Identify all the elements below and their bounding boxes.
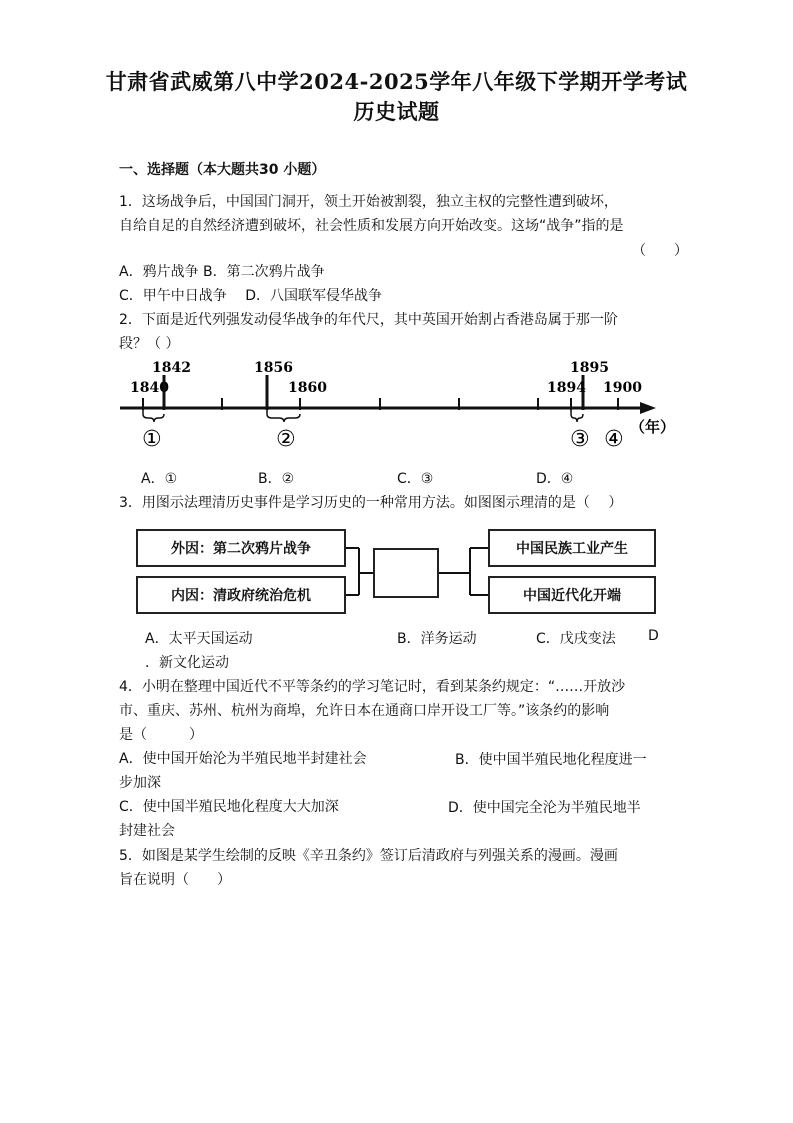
q2-option-d: D．④ [536, 471, 574, 487]
year-1856: 1856 [254, 360, 293, 376]
q3-option-c: C．戊戌变法 [536, 631, 616, 647]
q4-text-line1: 4．小明在整理中国近代不平等条约的学习笔记时，看到某条约规定：“……开放沙 [119, 679, 626, 695]
marker-3: ③ [570, 427, 590, 452]
q4-text-line2: 市、重庆、苏州、杭州为商埠，允许日本在通商口岸开设工厂等。”该条约的影响 [119, 703, 610, 719]
q4-option-d: D．使中国完全沦为半殖民地半 [448, 800, 641, 816]
q1-options-cd: C．甲午中日战争 D．八国联军侵华战争 [119, 288, 383, 304]
q3-text-line1: 3．用图示法理清历史事件是学习历史的一种常用方法。如图图示理清的是（ ） [119, 495, 623, 511]
q4-option-b-cont: 步加深 [119, 775, 161, 791]
q2-option-a: A．① [141, 471, 178, 487]
q5-text-line1: 5．如图是某学生绘制的反映《辛丑条约》签订后清政府与列强关系的漫画。漫画 [119, 848, 618, 864]
exam-title-line2: 历史试题 [353, 99, 440, 124]
q2-option-c: C．③ [397, 471, 434, 487]
q1-text-line1: 1．这场战争后，中国国门洞开，领土开始被割裂，独立主权的完整性遭到破坏， [119, 194, 618, 210]
box-result-industry: 中国民族工业产生 [488, 529, 656, 567]
exam-title-line1: 甘肃省武威第八中学2024-2025学年八年级下学期开学考试 [105, 69, 688, 94]
year-1895: 1895 [570, 360, 609, 376]
q2-option-b: B．② [258, 471, 295, 487]
q4-option-d-cont: 封建社会 [119, 823, 175, 839]
q1-text-line2: 自给自足的自然经济遭到破坏，社会性质和发展方向开始改变。这场“战争”指的是 [119, 218, 624, 234]
q3-option-d-text: ．新文化运动 [145, 655, 229, 671]
q4-text-line3: 是（ ） [119, 727, 203, 743]
q3-option-b: B．洋务运动 [397, 631, 477, 647]
year-1842: 1842 [152, 360, 191, 376]
unit-label: （年） [630, 418, 676, 436]
marker-1: ① [142, 427, 162, 452]
year-1894: 1894 [547, 380, 586, 396]
q2-text-line1: 2．下面是近代列强发动侵华战争的年代尺，其中英国开始割占香港岛属于那一阶 [119, 312, 618, 328]
q4-option-a: A．使中国开始沦为半殖民地半封建社会 [119, 751, 367, 767]
q4-option-c: C．使中国半殖民地化程度大大加深 [119, 799, 339, 815]
box-result-modernization: 中国近代化开端 [488, 576, 656, 614]
marker-4: ④ [604, 427, 624, 452]
q2-text-line2: 段？（ ） [119, 336, 180, 352]
marker-2: ② [276, 427, 296, 452]
box-outer-cause: 外因：第二次鸦片战争 [136, 529, 346, 567]
q1-answer-paren: （ ） [632, 243, 688, 259]
q3-option-d: D [648, 628, 659, 644]
year-1860: 1860 [288, 380, 327, 396]
q5-text-line2: 旨在说明（ ） [119, 872, 231, 888]
q4-option-b: B．使中国半殖民地化程度进一 [455, 752, 647, 768]
year-1840: 1840 [130, 380, 169, 396]
q3-option-a: A．太平天国运动 [145, 631, 253, 647]
section-heading: 一、选择题（本大题共30 小题） [119, 162, 326, 178]
year-1900: 1900 [603, 380, 642, 396]
box-inner-cause: 内因：清政府统治危机 [136, 576, 346, 614]
q1-options-ab: A．鸦片战争 B．第二次鸦片战争 [119, 264, 325, 280]
